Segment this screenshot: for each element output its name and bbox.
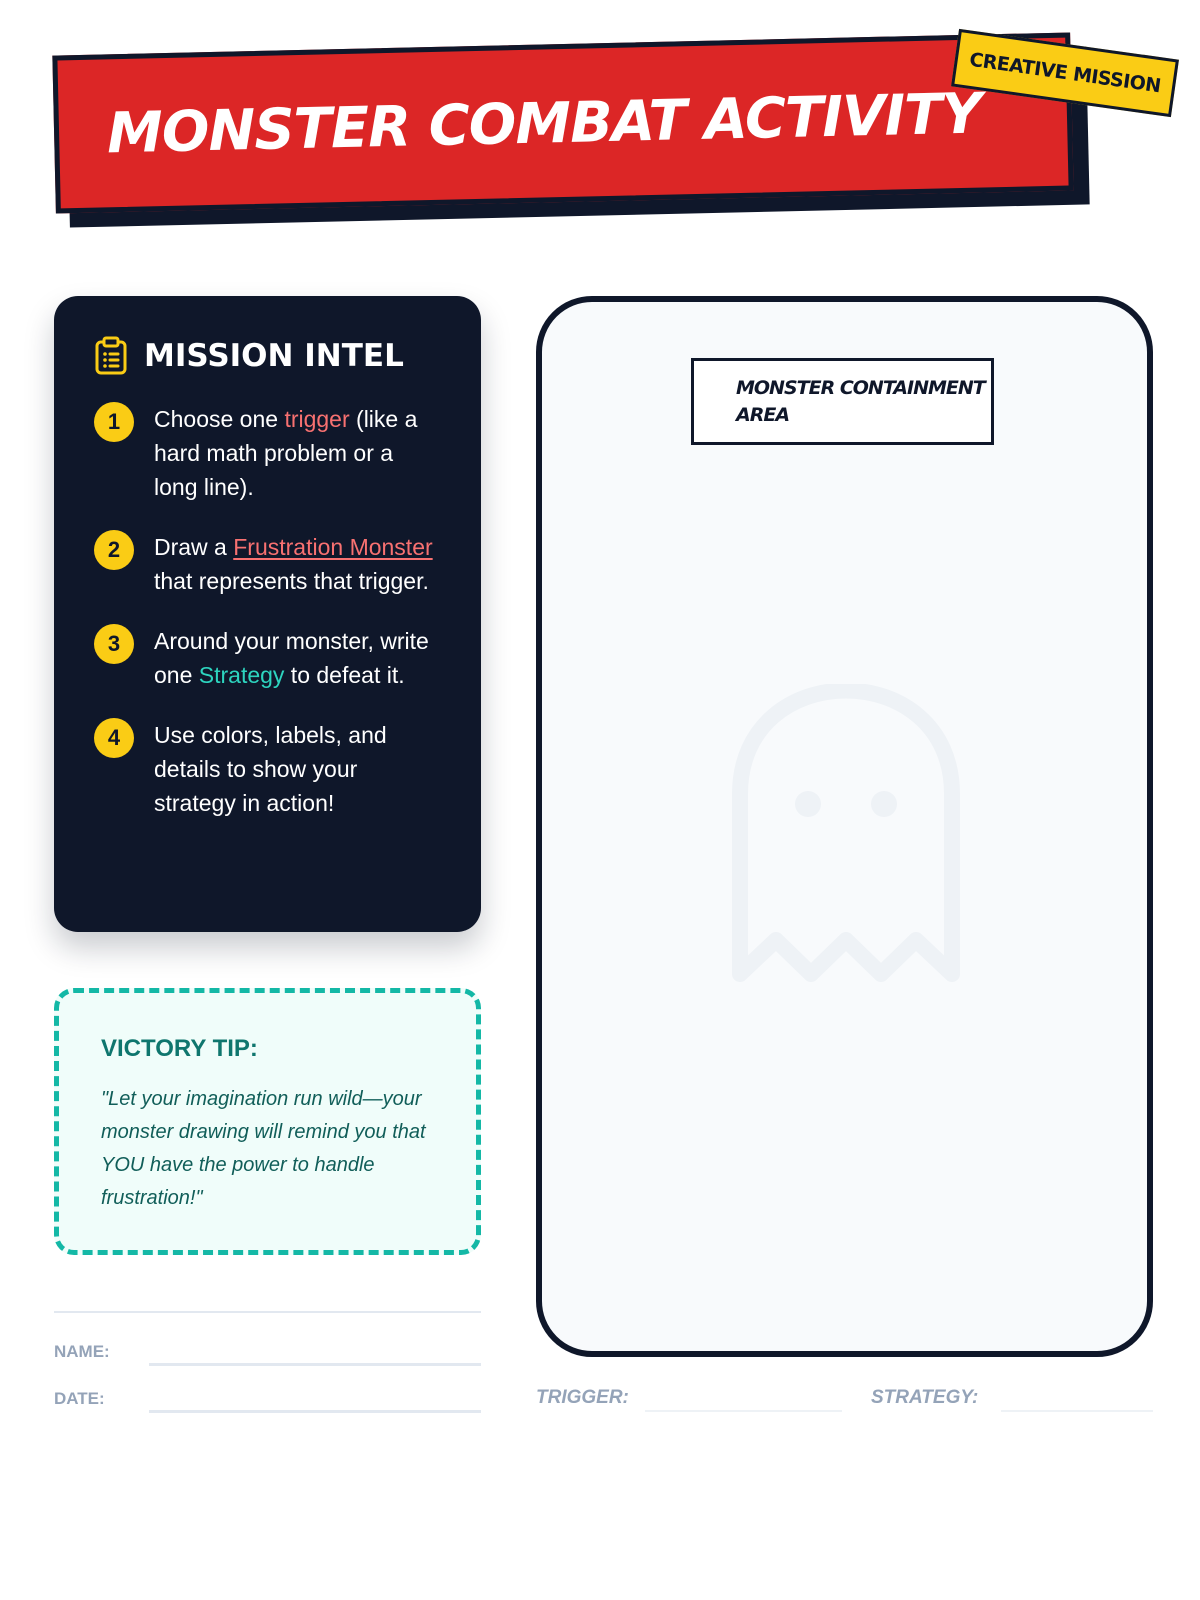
ghost-icon bbox=[726, 684, 966, 984]
step-text-part: (like a hard math problem or a long line). bbox=[154, 406, 418, 500]
step-3 bbox=[94, 624, 441, 692]
step-text-part: Around your monster, write one bbox=[154, 628, 429, 688]
strategy-label: STRATEGY: bbox=[871, 1387, 979, 1408]
step-1 bbox=[94, 402, 441, 504]
banner-box bbox=[52, 32, 1073, 213]
step-number: 3 bbox=[94, 624, 134, 664]
mission-intel-header bbox=[94, 336, 441, 376]
trigger-label: TRIGGER: bbox=[536, 1387, 629, 1408]
title-banner bbox=[54, 36, 1162, 236]
step-number: 2 bbox=[94, 530, 134, 570]
step-text-part: Draw a bbox=[154, 534, 234, 560]
strategy-highlight: Strategy bbox=[198, 662, 285, 688]
step-4 bbox=[94, 718, 441, 820]
trigger-field[interactable] bbox=[645, 1410, 842, 1412]
step-text-part: that represents that trigger. bbox=[154, 568, 429, 594]
divider bbox=[54, 1311, 481, 1313]
date-label: DATE: bbox=[54, 1389, 105, 1408]
step-text bbox=[154, 402, 441, 504]
step-2 bbox=[94, 530, 441, 598]
containment-label: MONSTER CONTAINMENT AREA bbox=[691, 358, 994, 445]
mission-intel-card bbox=[54, 296, 481, 932]
step-text-part: to defeat it. bbox=[284, 662, 405, 688]
step-text: Use colors, labels, and details to show your strategy in action! bbox=[154, 722, 387, 816]
frustration-monster-highlight: Frustration Monster bbox=[233, 534, 433, 560]
trigger-highlight: trigger bbox=[284, 406, 350, 432]
name-label: NAME: bbox=[54, 1342, 110, 1361]
creative-mission-tag: CREATIVE MISSION bbox=[951, 29, 1179, 117]
strategy-field[interactable] bbox=[1001, 1410, 1153, 1412]
monster-containment-area[interactable] bbox=[536, 296, 1153, 1357]
step-text-part: Choose one bbox=[154, 406, 285, 432]
date-field[interactable] bbox=[149, 1410, 481, 1413]
mission-intel-title: MISSION INTEL bbox=[144, 338, 404, 374]
victory-tip-title: VICTORY TIP: bbox=[101, 1035, 258, 1062]
page-title: MONSTER COMBAT ACTIVITY bbox=[106, 81, 982, 166]
step-text bbox=[154, 624, 441, 692]
victory-tip-box bbox=[54, 988, 481, 1255]
step-text bbox=[154, 530, 441, 598]
step-number: 4 bbox=[94, 718, 134, 758]
step-number: 1 bbox=[94, 402, 134, 442]
victory-tip-quote: "Let your imagination run wild—your monster drawing will remind you that YOU have the power to handle frustration!" bbox=[101, 1088, 426, 1209]
name-field[interactable] bbox=[149, 1363, 481, 1366]
clipboard-list-icon bbox=[94, 336, 128, 376]
